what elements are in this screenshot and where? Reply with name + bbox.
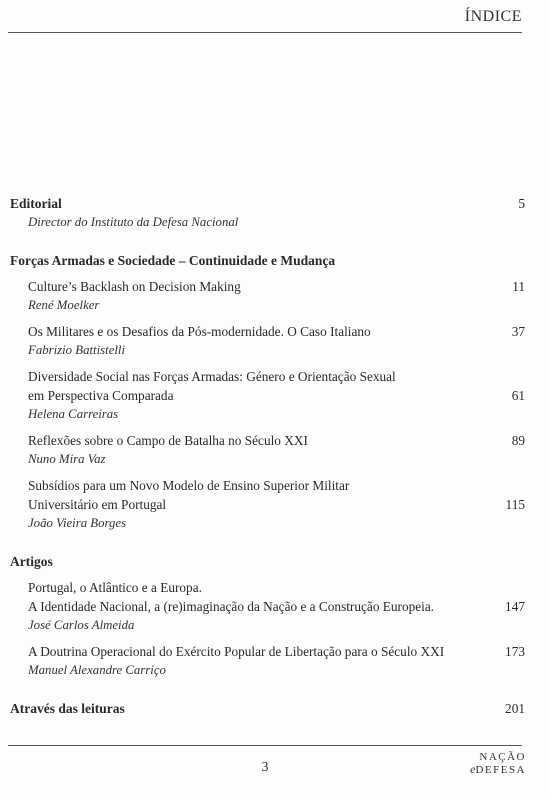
entry-title: A Doutrina Operacional do Exército Popular de Libertação para o Século XXI [28, 644, 445, 659]
page-number: 89 [511, 433, 525, 448]
entry-title: Culture’s Backlash on Decision Making [28, 279, 241, 294]
page-number: 201 [505, 701, 525, 716]
toc-entry[interactable] [10, 476, 525, 533]
page-header-title: ÍNDICE [464, 8, 522, 25]
page-number: 173 [505, 644, 525, 659]
toc-entry[interactable] [10, 277, 525, 315]
nacao-defesa-logo [470, 751, 526, 776]
entry-author: Fabrizio Battistelli [28, 343, 126, 357]
entry-title: Subsídios para um Novo Modelo de Ensino Superior Militar [28, 478, 350, 493]
entry-title-continued: Universitário em Portugal [28, 497, 167, 512]
page-number: 61 [511, 388, 525, 403]
entry-author: Nuno Mira Vaz [28, 452, 106, 466]
section-title-leituras: Através das leituras [10, 701, 125, 716]
page-number: 147 [505, 599, 525, 614]
entry-author: José Carlos Almeida [28, 618, 135, 632]
table-of-contents [10, 194, 525, 718]
entry-title: Os Militares e os Desafios da Pós-modernidade. O Caso Italiano [28, 324, 371, 339]
toc-entry[interactable] [10, 367, 525, 424]
entry-title-continued: A Identidade Nacional, a (re)imaginação da Nação e a Construção Europeia. [28, 599, 435, 614]
toc-section-leituras[interactable] [10, 699, 525, 718]
logo-letter-e: e [470, 762, 476, 776]
entry-author: Helena Carreiras [28, 407, 119, 421]
section-title-artigos: Artigos [10, 554, 53, 569]
entry-author: Manuel Alexandre Carriço [28, 663, 166, 677]
toc-entry[interactable] [10, 642, 525, 680]
footer-page-number: 3 [261, 760, 269, 775]
toc-entry[interactable] [10, 431, 525, 469]
section-title-editorial: Editorial [10, 196, 62, 211]
page-number: 115 [505, 497, 525, 512]
toc-entry[interactable] [10, 322, 525, 360]
page-number: 37 [511, 324, 525, 339]
entry-author: João Vieira Borges [28, 516, 127, 530]
entry-author: René Moelker [28, 298, 100, 312]
logo-text-defesa: DEFESA [475, 764, 526, 776]
entry-title: Reflexões sobre o Campo de Batalha no Século XXI [28, 433, 308, 448]
entry-author: Director do Instituto da Defesa Nacional [28, 215, 239, 229]
logo-text-bottom [470, 763, 526, 776]
header-rule [8, 32, 522, 33]
logo-text-top: NAÇÃO [479, 751, 526, 763]
toc-entry[interactable] [10, 578, 525, 635]
entry-title-continued: em Perspectiva Comparada [28, 388, 174, 403]
footer-rule [8, 745, 522, 746]
page-number: 11 [512, 279, 525, 294]
page-number: 5 [518, 196, 525, 211]
toc-section-editorial[interactable] [10, 194, 525, 232]
section-title-forcas: Forças Armadas e Sociedade – Continuidade e Mudança [10, 253, 336, 268]
entry-title: Diversidade Social nas Forças Armadas: Género e Orientação Sexual [28, 369, 396, 384]
entry-title: Portugal, o Atlântico e a Europa. [28, 580, 202, 595]
